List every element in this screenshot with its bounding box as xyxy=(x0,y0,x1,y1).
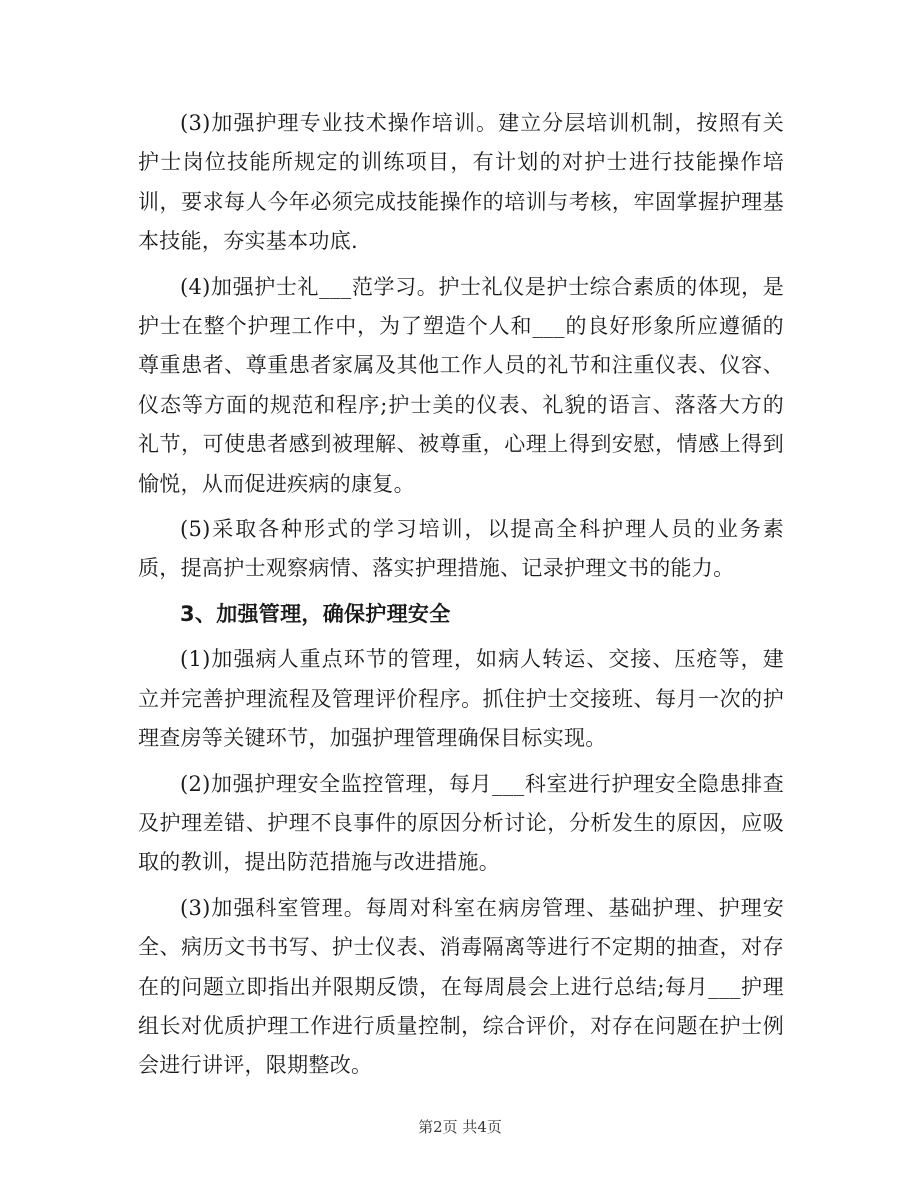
paragraph-key-links: (1)加强病人重点环节的管理，如病人转运、交接、压疮等，建立并完善护理流程及管理评价程序。抓住护士交接班、每月一次的护理查房等关键环节，加强护理管理确保目标实现。 xyxy=(138,647,784,751)
paragraph-etiquette-study: (4)加强护士礼___范学习。护士礼仪是护士综合素质的体现，是护士在整个护理工作中，为了塑造个人和___的良好形象所应遵循的尊重患者、尊重患者家属及其他工作人员的礼节和注重仪表、仪容、仪态等方面的规范和程序;护士美的仪表、礼貌的语言、落落大方的礼节，可使患者感到被理解、被尊重，心理上得到安慰，情感上得到愉悦，从而促进疾病的康复。 xyxy=(138,274,784,496)
paragraph-safety-monitoring: (2)加强护理安全监控管理，每月___科室进行护理安全隐患排查及护理差错、护理不良事件的原因分析讨论，分析发生的原因，应吸取的教训，提出防范措施与改进措施。 xyxy=(138,771,784,875)
paragraph-various-training: (5)采取各种形式的学习培训，以提高全科护理人员的业务素质，提高护士观察病情、落实护理措施、记录护理文书的能力。 xyxy=(138,517,784,581)
paragraph-skill-training: (3)加强护理专业技术操作培训。建立分层培训机制，按照有关护士岗位技能所规定的训练项目，有计划的对护士进行技能操作培训，要求每人今年必须完成技能操作的培训与考核，牢固掌握护理基本技能，夯实基本功底. xyxy=(138,111,784,254)
page-number-footer: 第2页 共4页 xyxy=(418,1118,502,1136)
document-body xyxy=(138,104,784,1092)
section-heading: 3、加强管理，确保护理安全 xyxy=(180,601,451,626)
paragraph-department-management: (3)加强科室管理。每周对科室在病房管理、基础护理、护理安全、病历文书书写、护士仪表、消毒隔离等进行不定期的抽查，对存在的问题立即指出并限期反馈，在每周晨会上进行总结;每月___护理组长对优质护理工作进行质量控制，综合评价，对存在问题在护士例会进行讲评，限期整改。 xyxy=(138,895,784,1078)
